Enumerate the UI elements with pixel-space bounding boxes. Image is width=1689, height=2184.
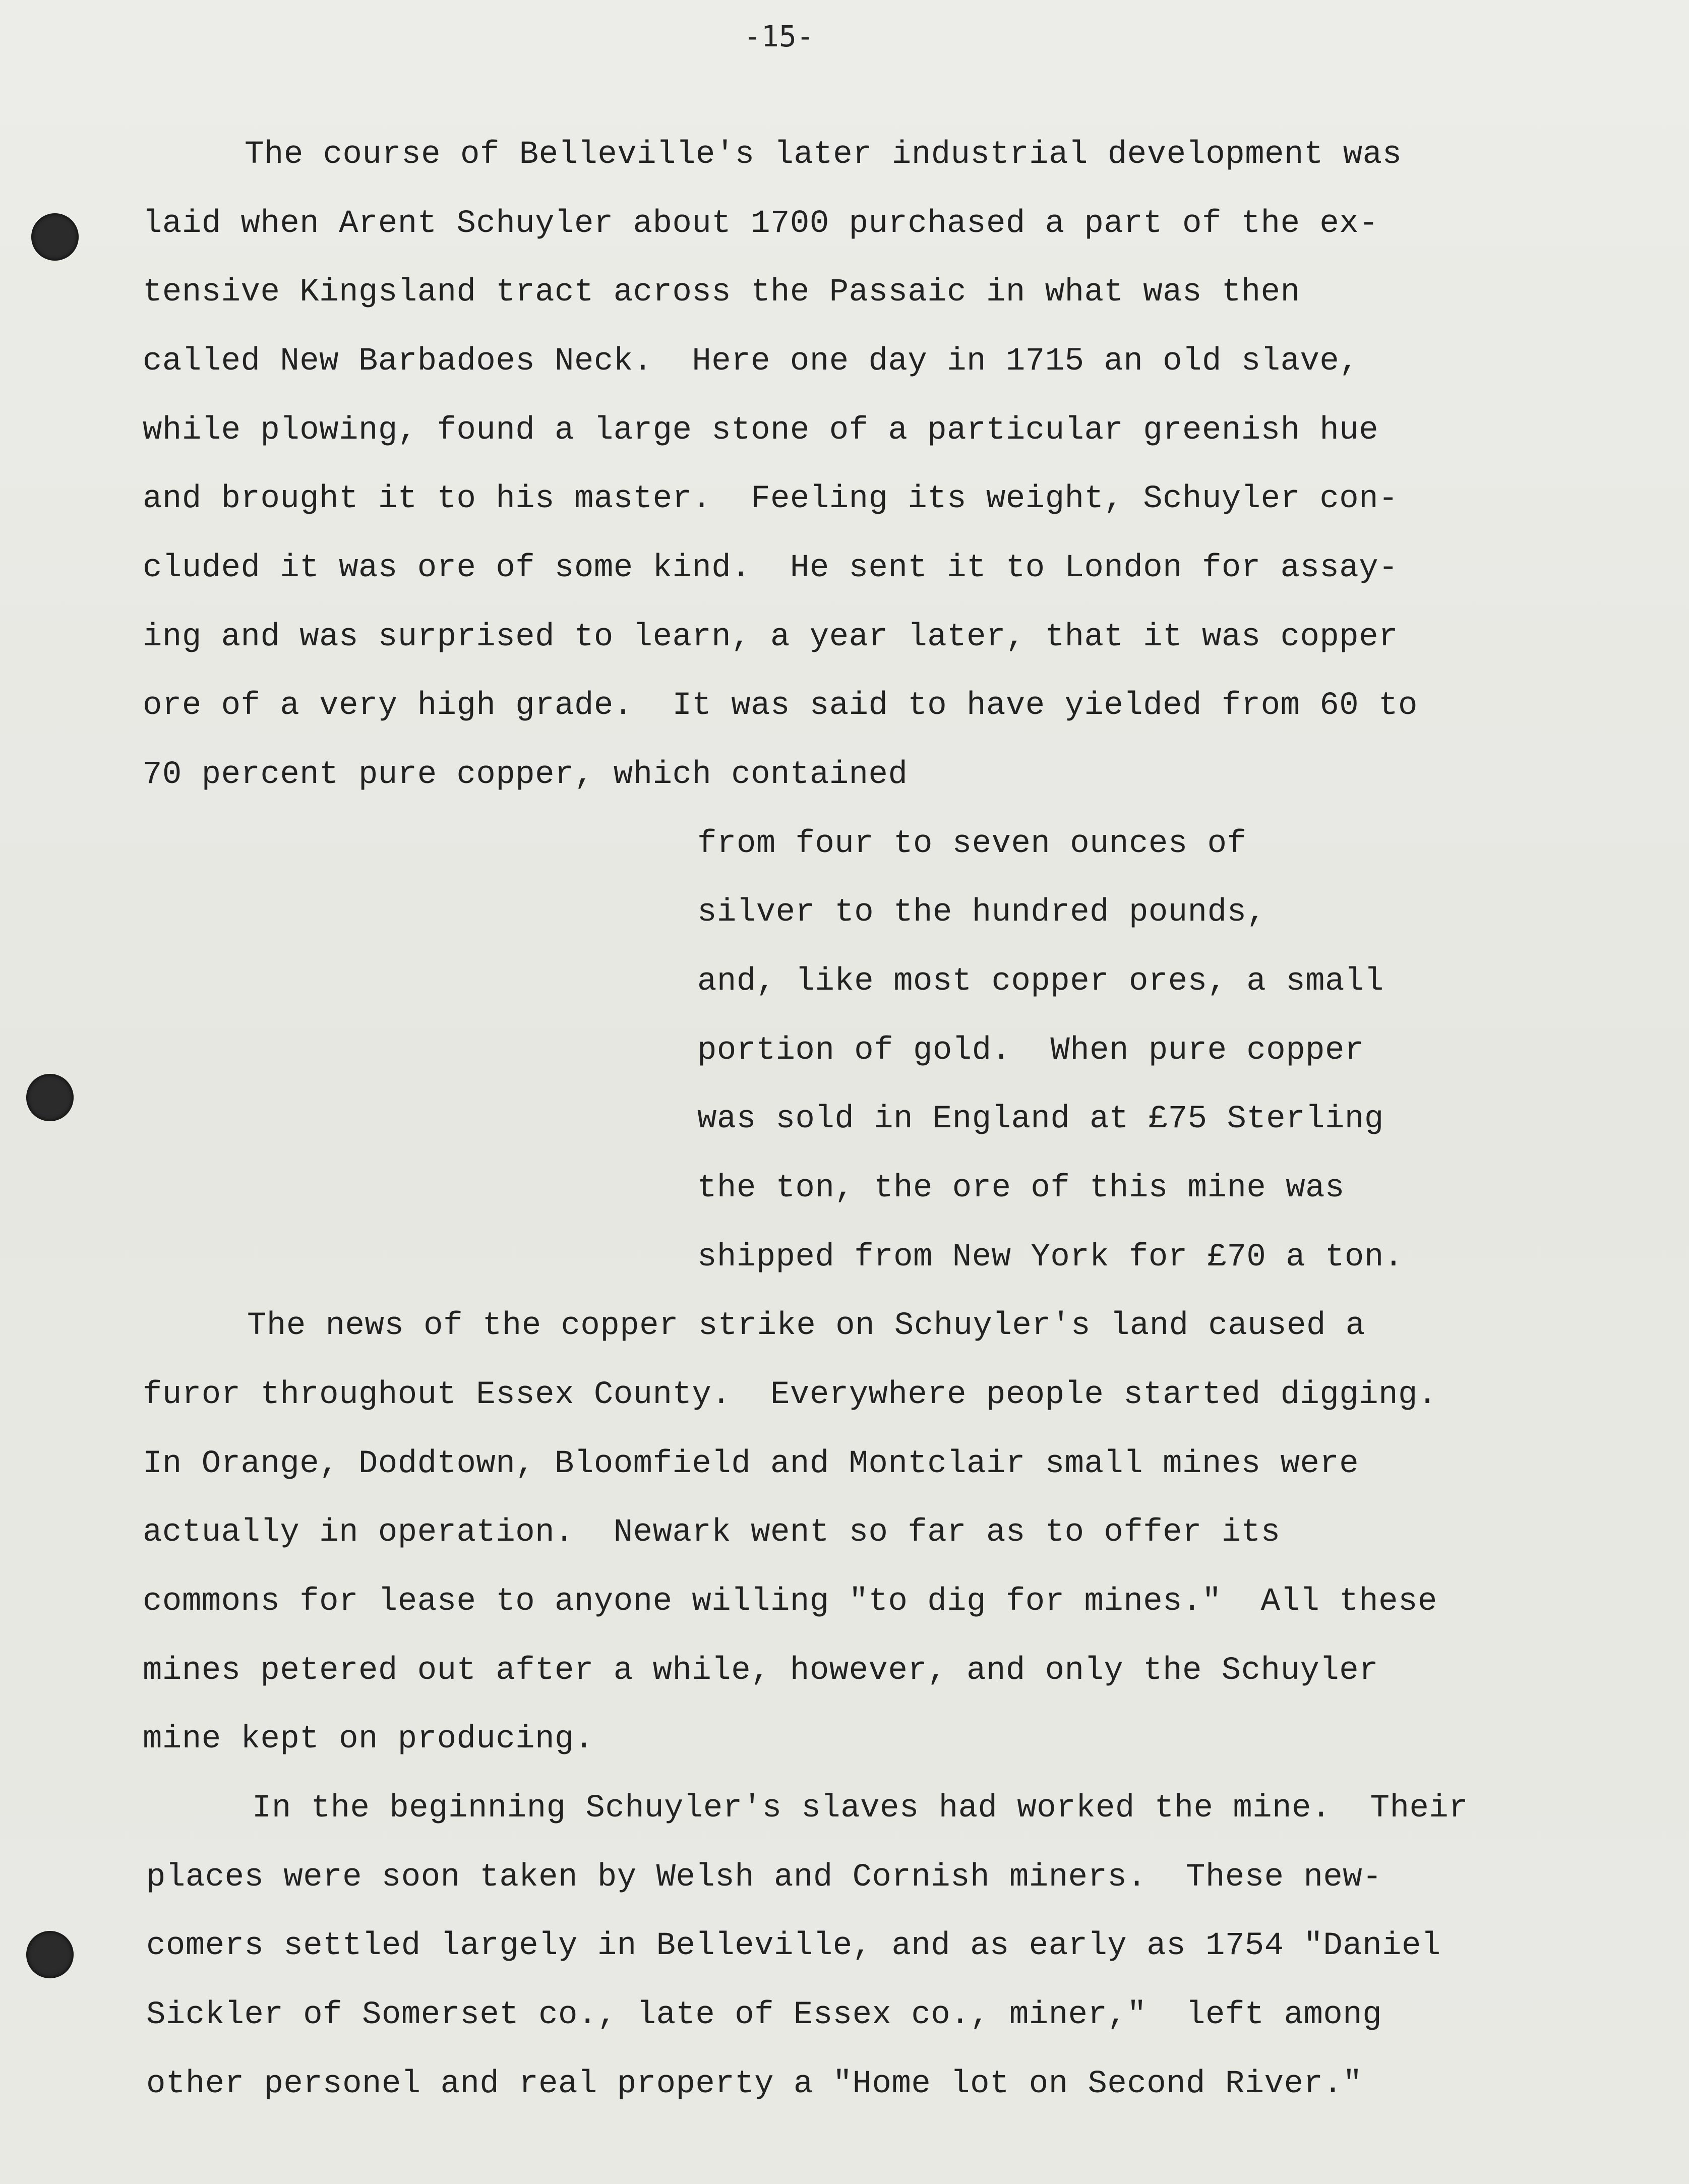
- binder-hole-top: [31, 213, 79, 261]
- text-line: In Orange, Doddtown, Bloomfield and Montclair small mines were: [143, 1446, 1359, 1482]
- text-line: called New Barbadoes Neck. Here one day in 1715 an old slave,: [143, 343, 1359, 380]
- text-line: cluded it was ore of some kind. He sent it to London for assay-: [143, 550, 1398, 586]
- indented-text-line: shipped from New York for £70 a ton.: [697, 1239, 1404, 1276]
- text-line: and brought it to his master. Feeling its weight, Schuyler con-: [143, 481, 1398, 517]
- text-line: ore of a very high grade. It was said to have yielded from 60 to: [143, 688, 1418, 724]
- indented-text-line: portion of gold. When pure copper: [697, 1033, 1364, 1069]
- text-line: actually in operation. Newark went so far as to offer its: [143, 1514, 1281, 1551]
- text-line: while plowing, found a large stone of a particular greenish hue: [143, 412, 1379, 449]
- indented-text-line: the ton, the ore of this mine was: [697, 1170, 1345, 1206]
- indented-text-line: silver to the hundred pounds,: [697, 894, 1266, 931]
- text-line: mine kept on producing.: [143, 1721, 594, 1757]
- text-line: commons for lease to anyone willing "to dig for mines." All these: [143, 1584, 1437, 1620]
- text-line: In the beginning Schuyler's slaves had worked the mine. Their: [252, 1790, 1469, 1827]
- binder-hole-middle: [26, 1074, 74, 1121]
- text-line: The course of Belleville's later industrial development was: [245, 137, 1402, 173]
- page-number: -15-: [744, 19, 814, 53]
- indented-text-line: and, like most copper ores, a small: [697, 963, 1384, 1000]
- text-line: 70 percent pure copper, which contained: [143, 757, 908, 793]
- text-line: places were soon taken by Welsh and Cornish miners. These new-: [146, 1859, 1382, 1896]
- text-line: The news of the copper strike on Schuyler's land caused a: [247, 1308, 1365, 1344]
- text-line: mines petered out after a while, however, and only the Schuyler: [143, 1653, 1379, 1689]
- indented-text-line: was sold in England at £75 Sterling: [697, 1101, 1384, 1137]
- text-line: comers settled largely in Belleville, and as early as 1754 "Daniel: [146, 1928, 1441, 1964]
- text-line: Sickler of Somerset co., late of Essex co., miner," left among: [146, 1997, 1382, 2033]
- text-line: laid when Arent Schuyler about 1700 purchased a part of the ex-: [143, 206, 1379, 242]
- text-line: ing and was surprised to learn, a year later, that it was copper: [143, 619, 1398, 655]
- text-line: furor throughout Essex County. Everywhere people started digging.: [143, 1377, 1437, 1413]
- binder-hole-bottom: [26, 1931, 74, 1978]
- indented-text-line: from four to seven ounces of: [697, 826, 1247, 862]
- text-line: tensive Kingsland tract across the Passaic in what was then: [143, 274, 1300, 311]
- text-line: other personel and real property a "Home lot on Second River.": [146, 2066, 1363, 2102]
